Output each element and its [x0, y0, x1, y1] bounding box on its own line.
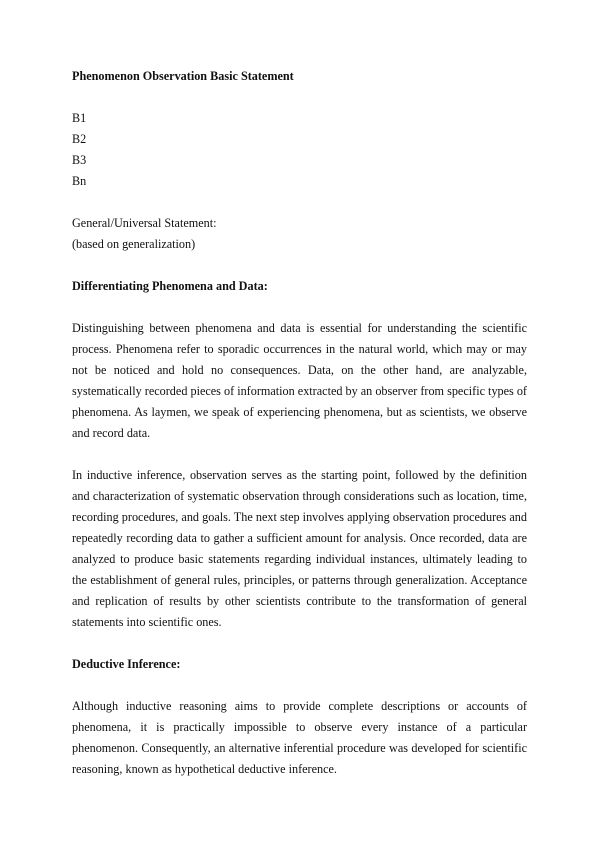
general-statement-note: (based on generalization): [72, 237, 196, 251]
section-heading-deductive-inference: Deductive Inference:: [72, 657, 181, 671]
document-title: Phenomenon Observation Basic Statement: [72, 69, 294, 83]
general-statement-label: General/Universal Statement:: [72, 216, 217, 230]
basic-statement-list: [72, 108, 527, 192]
basic-statement-b2: B2: [72, 132, 87, 146]
paragraph-inductive-inference: In inductive inference, observation serves as the starting point, followed by the definition and characterization of systematic observation through considerations such as location, time, recording procedures, and goals. The next step involves applying observation procedures and repeatedly recording data to gather a sufficient amount for analysis. Once recorded, data are analyzed to produce basic statements regarding individual instances, ultimately leading to the establishment of general rules, principles, or patterns through generalization. Acceptance and replication of results by other scientists contribute to the transformation of general statements into scientific ones.: [72, 468, 527, 629]
paragraph-phenomena-data: Distinguishing between phenomena and data is essential for understanding the scientific process. Phenomena refer to sporadic occurrences in the natural world, which may or may not be noticed and hold no consequences. Data, on the other hand, are analyzable, systematically recorded pieces of information extracted by an observer from specific types of phenomena. As laymen, we speak of experiencing phenomena, but as scientists, we observe and record data.: [72, 321, 527, 440]
section-heading-phenomena-data: Differentiating Phenomena and Data:: [72, 279, 268, 293]
paragraph-deductive-inference: Although inductive reasoning aims to provide complete descriptions or accounts of phenomena, it is practically impossible to observe every instance of a particular phenomenon. Consequently, an alternative inferential procedure was developed for scientific reasoning, known as hypothetical deductive inference.: [72, 699, 527, 776]
basic-statement-b3: B3: [72, 153, 87, 167]
basic-statement-b1: B1: [72, 111, 87, 125]
basic-statement-bn: Bn: [72, 174, 87, 188]
document-page: [72, 66, 527, 780]
